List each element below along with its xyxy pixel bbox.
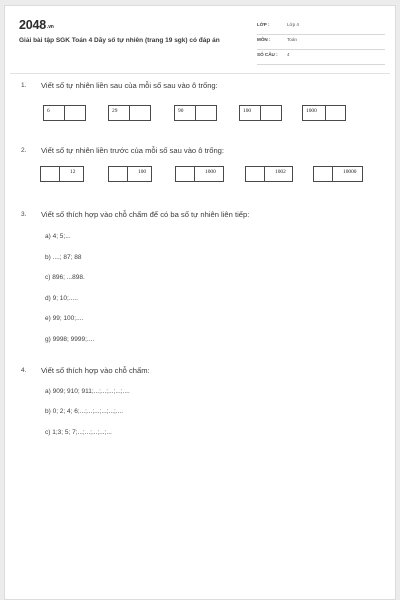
question-3-item: g) 9998; 9999;.... bbox=[45, 336, 95, 343]
question-3-item: b) ....; 87; 88 bbox=[45, 254, 82, 261]
box-pair bbox=[245, 166, 293, 182]
document-title: Giải bài tập SGK Toán 4 Dãy số tự nhiên (trang 19 sgk) có đáp án bbox=[19, 37, 220, 44]
worksheet-page bbox=[4, 5, 396, 600]
answer-box[interactable] bbox=[175, 166, 195, 182]
box-pair bbox=[175, 166, 224, 182]
given-number-box: 10000 bbox=[333, 166, 363, 182]
question-3-item: c) 896; ...898. bbox=[45, 274, 85, 281]
given-number-box: 1000 bbox=[302, 105, 326, 121]
meta-label-count: SỐ CÂU : bbox=[257, 52, 278, 57]
meta-value-count: 4 bbox=[287, 52, 290, 57]
given-number-box: 100 bbox=[239, 105, 261, 121]
given-number-box: 12 bbox=[60, 166, 84, 182]
question-4-item: c) 1;3; 5; 7;...;...;...;...;... bbox=[45, 429, 112, 436]
meta-row-class bbox=[257, 20, 385, 35]
answer-box[interactable] bbox=[196, 105, 217, 121]
question-3-number: 3. bbox=[21, 211, 27, 218]
answer-box[interactable] bbox=[108, 166, 128, 182]
question-1-text: Viết số tự nhiên liền sau của mỗi số sau vào ô trống: bbox=[41, 81, 218, 90]
question-3-item: d) 9; 10;..... bbox=[45, 295, 78, 302]
box-pair bbox=[313, 166, 363, 182]
question-2-number: 2. bbox=[21, 147, 27, 154]
given-number-box: 1000 bbox=[195, 166, 224, 182]
meta-table bbox=[257, 20, 385, 65]
meta-value-subject: Toán bbox=[287, 37, 297, 42]
box-pair bbox=[43, 105, 86, 121]
answer-box[interactable] bbox=[313, 166, 333, 182]
box-pair bbox=[108, 105, 151, 121]
answer-box[interactable] bbox=[261, 105, 282, 121]
box-pair bbox=[302, 105, 346, 121]
answer-box[interactable] bbox=[130, 105, 151, 121]
given-number-box: 1002 bbox=[265, 166, 293, 182]
question-4-item: b) 0; 2; 4; 6;...;...;...;...;...;.... bbox=[45, 408, 124, 415]
given-number-box: 90 bbox=[174, 105, 196, 121]
box-pair bbox=[239, 105, 282, 121]
answer-box[interactable] bbox=[326, 105, 346, 121]
answer-box[interactable] bbox=[245, 166, 265, 182]
meta-row-count bbox=[257, 50, 385, 65]
box-pair bbox=[108, 166, 152, 182]
logo-text: 2048 bbox=[19, 18, 47, 32]
given-number-box: 100 bbox=[128, 166, 152, 182]
question-4-item: a) 909; 910; 911;...;...;...;...;.... bbox=[45, 388, 130, 395]
box-pair bbox=[40, 166, 84, 182]
meta-value-class: Lớp 4 bbox=[287, 22, 299, 27]
site-logo[interactable] bbox=[19, 18, 54, 32]
box-pair bbox=[174, 105, 217, 121]
header-divider bbox=[10, 73, 390, 74]
meta-label-subject: MÔN : bbox=[257, 37, 271, 42]
question-3-text: Viết số thích hợp vào chỗ chấm để có ba số tự nhiên liên tiếp: bbox=[41, 210, 250, 219]
question-4-text: Viết số thích hợp vào chỗ chấm: bbox=[41, 366, 150, 375]
question-3-item: e) 99; 100;.... bbox=[45, 315, 84, 322]
question-3-item: a) 4; 5;... bbox=[45, 233, 71, 240]
question-1-number: 1. bbox=[21, 82, 27, 89]
answer-box[interactable] bbox=[40, 166, 60, 182]
given-number-box: 29 bbox=[108, 105, 130, 121]
meta-row-subject bbox=[257, 35, 385, 50]
answer-box[interactable] bbox=[65, 105, 86, 121]
worksheet-header bbox=[19, 16, 385, 66]
question-4-number: 4. bbox=[21, 367, 27, 374]
meta-label-class: LỚP : bbox=[257, 22, 270, 27]
logo-domain: .vn bbox=[47, 24, 54, 30]
question-2-text: Viết số tự nhiên liền trước của mỗi số sau vào ô trống: bbox=[41, 146, 225, 155]
given-number-box: 6 bbox=[43, 105, 65, 121]
